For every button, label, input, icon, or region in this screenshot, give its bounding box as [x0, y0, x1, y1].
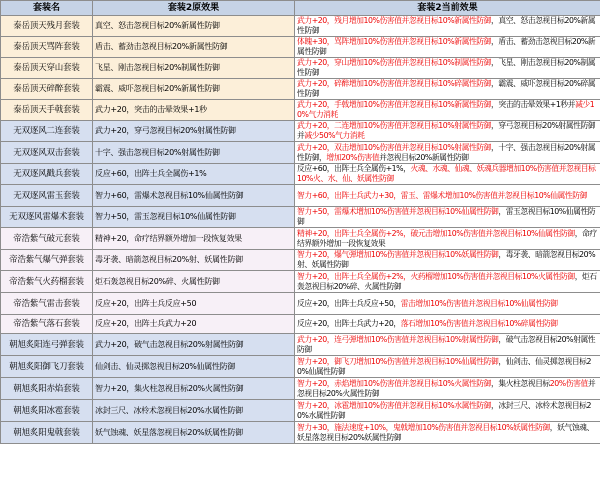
- set-name-cell: 泰岳顶天穿山套装: [1, 58, 93, 79]
- effect-text: ，突击的击晕效果+1秒并: [491, 100, 576, 109]
- original-effect-cell: 冰封三尺、冰柃术忽视目标20%水属性防御: [93, 400, 295, 422]
- original-effect-cell: 智力+60，雷爆术忽视目标10%仙属性防御: [93, 185, 295, 207]
- header-current-effect: 套装2当前效果: [295, 1, 600, 16]
- table-row: [1, 121, 600, 142]
- table-row: [1, 142, 600, 164]
- effect-text: 反应+20，出阵士兵武力+20，: [297, 319, 401, 328]
- set-name-cell: 泰岳顶天残月套装: [1, 16, 93, 37]
- table-row: [1, 228, 600, 250]
- changed-effect-text: 智力+20，出阵士兵全属伤+2%，火药榴增加10%伤害值并忽视目标10%火属性防御: [297, 271, 575, 281]
- set-name-cell: 无双逐风双击套装: [1, 142, 93, 164]
- changed-effect-text: 落石增加10%伤害值并忽视目标10%碎属性防御: [400, 319, 558, 328]
- original-effect-cell: 十字、强击忽视目标20%射属性防御: [93, 142, 295, 164]
- original-effect-cell: 霸震、威吓忽视目标20%新属性防御: [93, 79, 295, 100]
- current-effect-cell: [295, 58, 600, 79]
- changed-effect-text: 智力+20，爆气弹增加10%伤害值并忽视目标10%妖属性防御: [297, 250, 499, 259]
- current-effect-cell: [295, 121, 600, 142]
- table-row: [1, 400, 600, 422]
- changed-effect-text: 体魄+30，骂阵增加10%伤害值并忽视目标10%新属性防御: [297, 37, 491, 46]
- current-effect-cell: [295, 228, 600, 250]
- table-row: [1, 293, 600, 315]
- changed-effect-text: 武力+20，二连增加10%伤害值并忽视目标10%射属性防御: [297, 121, 491, 130]
- original-effect-cell: 智力+50，雷玉忽视目标10%仙属性防御: [93, 207, 295, 228]
- effect-text: ，命疗结界额外增加一段恢复效果: [297, 228, 597, 248]
- original-effect-cell: 毒牙袭、暗箭忽视目标20%射、妖属性防御: [93, 250, 295, 271]
- changed-effect-text: 智力+30，施法速度+10%，鬼戟增加10%伤害值并忽视目标10%妖属性防御: [297, 422, 550, 432]
- current-effect-cell: [295, 378, 600, 400]
- table-row: [1, 79, 600, 100]
- effect-text: ，十字、强击忽视目标20%射属性防御，: [297, 142, 596, 162]
- table-body: [1, 16, 600, 444]
- header-original-effect: 套装2原效果: [93, 1, 295, 16]
- original-effect-cell: 武力+20，突击的击晕效果+1秒: [93, 100, 295, 121]
- effect-text: ，炬石轰忽视目标20%碎、火属性防御: [297, 271, 597, 291]
- effect-text: 反应+20，出阵士兵反应+50，: [297, 298, 401, 308]
- current-effect-cell: [295, 250, 600, 271]
- set-name-cell: 帝浩紫气落石套装: [1, 315, 93, 334]
- current-effect-cell: [295, 315, 600, 334]
- table-row: [1, 334, 600, 356]
- effect-text: ，破气击忽视目标20%射属性防御: [297, 334, 596, 354]
- changed-effect-text: 精神+20，出阵士兵全属伤+2%，破元击增加10%伤害值并忽视目标10%仙属性防御: [297, 228, 575, 238]
- original-effect-cell: 反应+20，出阵士兵反应+50: [93, 293, 295, 315]
- effect-text: ，毒牙袭、暗箭忽视目标20%射、妖属性防御: [297, 250, 596, 269]
- changed-effect-text: 智力+50，雷爆术增加10%伤害值并忽视目标10%仙属性防御: [297, 207, 499, 216]
- effect-text: ，妖气蚀魂、妖星落忽视目标20%妖属性防御: [297, 422, 594, 442]
- changed-effect-text: 20%伤害值: [549, 378, 588, 388]
- set-name-cell: 朝旭炙阳连弓弹套装: [1, 334, 93, 356]
- original-effect-cell: 飞星、刚击忽视目标20%制属性防御: [93, 58, 295, 79]
- table-row: [1, 356, 600, 378]
- effect-text: ，飞星、刚击忽视目标20%制属性防御: [297, 58, 596, 77]
- effect-text: ，穿弓忽视目标20%射属性防御并: [297, 121, 596, 140]
- current-effect-cell: [295, 142, 600, 164]
- changed-effect-text: 武力+20，手戟增加10%伤害值并忽视目标10%新属性防御: [297, 100, 491, 109]
- header-row: [1, 1, 600, 16]
- table-row: [1, 58, 600, 79]
- set-name-cell: 帝浩紫气雷击套装: [1, 293, 93, 315]
- set-name-cell: 无双逐风雷爆术套装: [1, 207, 93, 228]
- changed-effect-text: 雷击增加10%伤害值并忽视目标10%仙属性防御: [400, 298, 558, 308]
- changed-effect-text: 武力+20，碎醉增加10%伤害值并忽视目标10%碎属性防御: [297, 79, 491, 88]
- current-effect-cell: [295, 79, 600, 100]
- original-effect-cell: 武力+20，破气击忽视目标20%射属性防御: [93, 334, 295, 356]
- table-row: [1, 100, 600, 121]
- original-effect-cell: 反应+20，出阵士兵武力+20: [93, 315, 295, 334]
- header-set-name: 套装名: [1, 1, 93, 16]
- set-name-cell: 朝旭炙阳冰雹套装: [1, 400, 93, 422]
- original-effect-cell: 真空、怒击忽视目标20%新属性防御: [93, 16, 295, 37]
- original-effect-cell: 反应+60，出阵士兵全属伤+1%: [93, 164, 295, 185]
- set-name-cell: 泰岳顶天骂阵套装: [1, 37, 93, 58]
- set-name-cell: 帝浩紫气火药榴套装: [1, 271, 93, 293]
- effect-text: ，仙剑击、仙灵掷忽视目标20%仙属性防御: [297, 356, 592, 376]
- current-effect-cell: [295, 271, 600, 293]
- table-row: [1, 378, 600, 400]
- changed-effect-text: 武力+20，残月增加10%伤害值并忽视目标10%新属性防御: [297, 16, 491, 25]
- set-name-cell: 泰岳顶天碎醉套装: [1, 79, 93, 100]
- set-name-cell: 无双逐风雷玉套装: [1, 185, 93, 207]
- original-effect-cell: 炬石轰忽视目标20%碎、火属性防御: [93, 271, 295, 293]
- set-name-cell: 无双逐风二连套装: [1, 121, 93, 142]
- original-effect-cell: 妖气蚀魂、妖星落忽视目标20%妖属性防御: [93, 422, 295, 444]
- table-row: [1, 164, 600, 185]
- current-effect-cell: [295, 37, 600, 58]
- current-effect-cell: [295, 400, 600, 422]
- changed-effect-text: 火魂、水魂、仙魂、妖魂兵器增加10%伤害值并忽视目标10%火、水、仙、妖属性防御: [297, 164, 596, 183]
- table-row: [1, 207, 600, 228]
- set-name-cell: 帝浩紫气破元套装: [1, 228, 93, 250]
- current-effect-cell: [295, 422, 600, 444]
- changed-effect-text: 减少10%气力消耗: [297, 100, 595, 119]
- set-name-cell: 朝旭炙阳御飞刀套装: [1, 356, 93, 378]
- changed-effect-text: 武力+20，连弓弹增加10%伤害值并忽视目标10%射属性防御: [297, 334, 499, 344]
- changed-effect-text: 武力+20，穿山增加10%伤害值并忽视目标10%制属性防御: [297, 58, 491, 67]
- changed-effect-text: 增加20%伤害值: [326, 152, 380, 162]
- current-effect-cell: [295, 100, 600, 121]
- changed-effect-text: 减少50%气力消耗: [304, 131, 365, 140]
- effect-text: 并忽视目标20%火属性防御: [297, 378, 596, 398]
- current-effect-cell: [295, 185, 600, 207]
- table-row: [1, 271, 600, 293]
- table-row: [1, 37, 600, 58]
- current-effect-cell: [295, 334, 600, 356]
- current-effect-cell: [295, 164, 600, 185]
- current-effect-cell: [295, 356, 600, 378]
- effect-text: ，雷玉忽视目标10%仙属性防御: [297, 207, 596, 226]
- set-name-cell: 朝旭炙阳鬼戟套装: [1, 422, 93, 444]
- table-row: [1, 315, 600, 334]
- effect-text: 并忽视目标20%新属性防御: [379, 152, 469, 162]
- changed-effect-text: 智力+20，赤焰增加10%伤害值并忽视目标10%火属性防御: [297, 378, 491, 388]
- changed-effect-text: 智力+60，出阵士兵武力+30，雷玉、雷爆术增加10%伤害值并忽视目标10%仙属性防御: [297, 190, 587, 200]
- changed-effect-text: 智力+20，御飞刀增加10%伤害值并忽视目标10%仙属性防御: [297, 356, 499, 366]
- effect-text: ，盾击、蓄劲击忽视目标20%新属性防御: [297, 37, 596, 56]
- set-name-cell: 帝浩紫气爆气弹套装: [1, 250, 93, 271]
- original-effect-cell: 武力+20，穿弓忽视目标20%射属性防御: [93, 121, 295, 142]
- table-row: [1, 422, 600, 444]
- original-effect-cell: 仙剑击、仙灵掷忽视目标20%仙属性防御: [93, 356, 295, 378]
- original-effect-cell: 精神+20，命疗结界额外增加一段恢复效果: [93, 228, 295, 250]
- effect-text: ，真空、怒击忽视目标20%新属性防御: [297, 16, 596, 35]
- original-effect-cell: 盾击、蓄劲击忽视目标20%新属性防御: [93, 37, 295, 58]
- effect-text: 反应+60，出阵士兵全属伤+1%，: [297, 164, 411, 173]
- current-effect-cell: [295, 207, 600, 228]
- effect-text: ，集火柱忽视目标: [491, 378, 550, 388]
- table-row: [1, 250, 600, 271]
- set-name-cell: 无双逐风戳兵套装: [1, 164, 93, 185]
- table-row: [1, 16, 600, 37]
- set-name-cell: 朝旭炙阳赤焰套装: [1, 378, 93, 400]
- set-name-cell: 泰岳顶天手戟套装: [1, 100, 93, 121]
- changed-effect-text: 武力+20，双击增加10%伤害值并忽视目标10%射属性防御: [297, 142, 491, 152]
- effect-text: ，霸震、威吓忽视目标20%碎属性防御: [297, 79, 596, 98]
- table-row: [1, 185, 600, 207]
- current-effect-cell: [295, 16, 600, 37]
- changed-effect-text: 智力+20，冰雹增加10%伤害值并忽视目标10%水属性防御: [297, 400, 491, 410]
- original-effect-cell: 智力+20，集火柱忽视目标20%火属性防御: [93, 378, 295, 400]
- current-effect-cell: [295, 293, 600, 315]
- effect-text: ，冰封三尺、冰柃术忽视目标20%水属性防御: [297, 400, 592, 420]
